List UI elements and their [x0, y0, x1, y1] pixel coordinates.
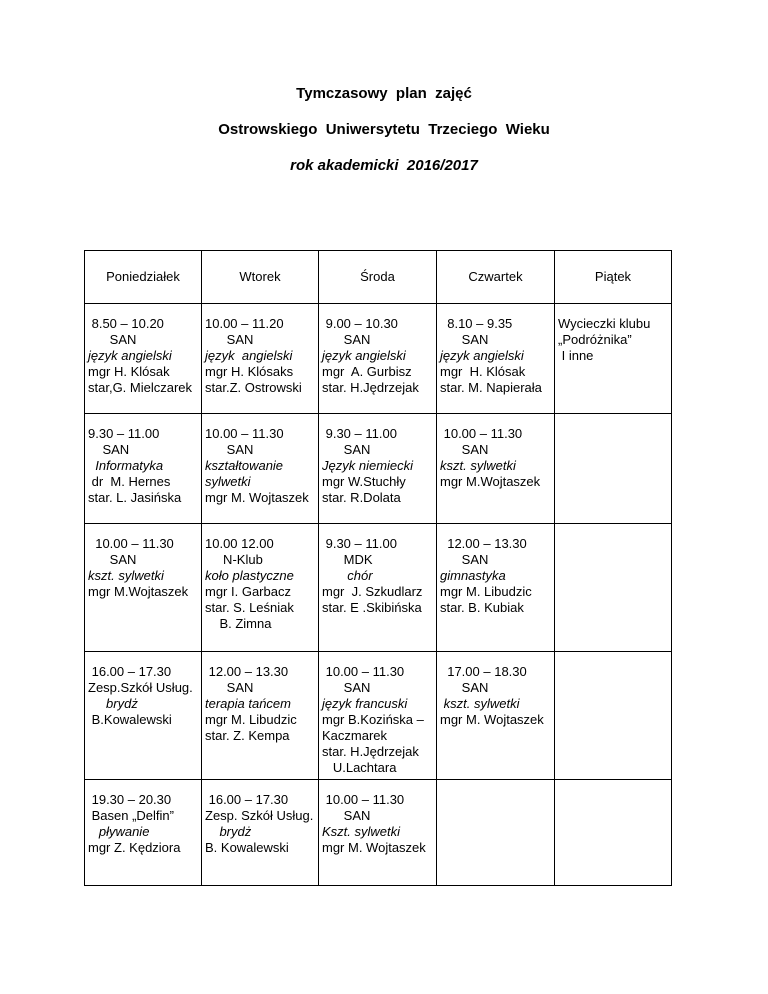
header-row: [85, 251, 672, 304]
class-entry-line: star. S. Leśniak: [205, 600, 294, 615]
class-entry-line: SAN: [88, 332, 137, 347]
class-entry-line: star. E .Skibińska: [322, 600, 422, 615]
class-entry-line: mgr M.Wojtaszek: [88, 584, 189, 599]
class-entry-line: SAN: [322, 808, 371, 823]
class-entry: [319, 524, 436, 616]
table-row: [85, 414, 672, 524]
class-entry: [437, 304, 554, 396]
class-entry: [555, 304, 671, 364]
schedule-cell-monday: [85, 304, 202, 414]
schedule-cell-tuesday: [202, 652, 319, 780]
class-entry-line: star. H.Jędrzejak: [322, 380, 419, 395]
class-entry-line: „Podróżnika”: [558, 332, 632, 347]
class-entry-line: mgr H. Klósak: [88, 364, 170, 379]
class-entry-line: 17.00 – 18.30: [440, 664, 527, 679]
schedule-cell-tuesday: [202, 780, 319, 886]
class-entry-line: 12.00 – 13.30: [440, 536, 527, 551]
schedule-cell-monday: [85, 524, 202, 652]
class-entry-line: Kaczmarek: [322, 728, 388, 743]
class-entry: [319, 652, 436, 776]
class-entry-line: star. Z. Kempa: [205, 728, 290, 743]
class-entry-line: 12.00 – 13.30: [205, 664, 289, 679]
schedule-cell-friday: [555, 304, 672, 414]
class-entry-line: Basen „Delfin”: [88, 808, 174, 823]
class-entry: [85, 304, 201, 396]
class-entry-line: 10.00 – 11.30: [440, 426, 523, 441]
class-entry-line: star. R.Dolata: [322, 490, 401, 505]
class-entry-line: SAN: [205, 442, 254, 457]
class-entry: [202, 524, 318, 632]
class-entry-line: MDK: [322, 552, 373, 567]
class-entry-line: mgr A. Gurbisz: [322, 364, 412, 379]
class-entry-line: star,G. Mielczarek: [88, 380, 193, 395]
class-entry: [202, 652, 318, 744]
class-entry-line: Informatyka: [88, 458, 164, 473]
class-entry-line: Język niemiecki: [322, 458, 414, 473]
class-entry-line: B. Zimna: [205, 616, 272, 631]
class-entry-line: mgr M. Wojtaszek: [322, 840, 426, 855]
schedule-cell-thursday: [437, 414, 555, 524]
class-entry-line: N-Klub: [205, 552, 263, 567]
class-entry-line: terapia tańcem: [205, 696, 291, 711]
class-entry-line: SAN: [88, 552, 137, 567]
schedule-cell-wednesday: [319, 304, 437, 414]
class-entry-line: SAN: [440, 552, 489, 567]
class-entry: [319, 414, 436, 506]
class-entry-line: mgr J. Szkudlarz: [322, 584, 423, 599]
class-entry-line: 10.00 – 11.30: [205, 426, 284, 441]
class-entry-line: język angielski: [440, 348, 524, 363]
class-entry-line: mgr B.Kozińska –: [322, 712, 424, 727]
class-entry-line: kszt. sylwetki: [88, 568, 164, 583]
class-entry: [555, 524, 671, 536]
class-entry-line: mgr M. Wojtaszek: [440, 712, 544, 727]
class-entry-line: Zesp. Szkół Usług.: [205, 808, 314, 823]
class-entry-line: język angielski: [322, 348, 406, 363]
class-entry: [437, 652, 554, 728]
class-entry-line: Wycieczki klubu: [558, 316, 651, 331]
class-entry-line: SAN: [205, 680, 254, 695]
class-entry-line: gimnastyka: [440, 568, 506, 583]
day-header-thursday: Czwartek: [437, 251, 555, 304]
class-entry-line: star. H.Jędrzejak: [322, 744, 419, 759]
class-entry-line: mgr M. Libudzic: [440, 584, 532, 599]
schedule-cell-friday: [555, 414, 672, 524]
class-entry-line: mgr Z. Kędziora: [88, 840, 181, 855]
class-entry-line: SAN: [322, 442, 371, 457]
class-entry: [319, 780, 436, 856]
class-entry-line: 16.00 – 17.30: [88, 664, 172, 679]
class-entry-line: mgr H. Klósak: [440, 364, 526, 379]
schedule-cell-tuesday: [202, 524, 319, 652]
class-entry: [555, 414, 671, 426]
schedule-cell-thursday: [437, 524, 555, 652]
class-entry-line: 16.00 – 17.30: [205, 792, 289, 807]
schedule-cell-thursday: [437, 780, 555, 886]
class-entry-line: mgr I. Garbacz: [205, 584, 291, 599]
class-entry-line: kszt. sylwetki: [440, 696, 520, 711]
schedule-cell-wednesday: [319, 652, 437, 780]
class-entry-line: brydż: [205, 824, 252, 839]
table-row: [85, 524, 672, 652]
class-entry-line: 9.30 – 11.00: [322, 536, 397, 551]
class-entry-line: SAN: [88, 442, 130, 457]
class-entry-line: 10.00 – 11.30: [322, 792, 405, 807]
class-entry: [85, 652, 201, 728]
class-entry-line: język angielski: [88, 348, 172, 363]
schedule-cell-thursday: [437, 652, 555, 780]
class-entry-line: Kszt. sylwetki: [322, 824, 401, 839]
class-entry-line: U.Lachtara: [322, 760, 397, 775]
schedule-table: [84, 250, 672, 886]
class-entry: [437, 780, 554, 792]
day-header-wednesday: Środa: [319, 251, 437, 304]
class-entry-line: kształtowanie: [205, 458, 284, 473]
class-entry-line: 9.30 – 11.00: [322, 426, 397, 441]
class-entry-line: I inne: [558, 348, 594, 363]
class-entry: [202, 304, 318, 396]
class-entry-line: SAN: [322, 332, 371, 347]
class-entry-line: mgr W.Stuchły: [322, 474, 406, 489]
day-header-friday: Piątek: [555, 251, 672, 304]
document-title: Tymczasowy plan zajęć: [296, 85, 472, 102]
schedule-cell-friday: [555, 652, 672, 780]
class-entry-line: mgr M.Wojtaszek: [440, 474, 541, 489]
class-entry-line: Zesp.Szkół Usług.: [88, 680, 193, 695]
class-entry-line: 8.50 – 10.20: [88, 316, 164, 331]
class-entry: [437, 414, 554, 490]
class-entry-line: brydż: [88, 696, 138, 711]
class-entry: [319, 304, 436, 396]
schedule-cell-friday: [555, 780, 672, 886]
class-entry-line: SAN: [440, 680, 489, 695]
table-row: [85, 780, 672, 886]
class-entry-line: 10.00 12.00: [205, 536, 274, 551]
class-entry-line: SAN: [322, 680, 371, 695]
class-entry-line: SAN: [440, 332, 489, 347]
class-entry-line: kszt. sylwetki: [440, 458, 516, 473]
class-entry: [85, 414, 201, 506]
class-entry: [85, 524, 201, 600]
class-entry-line: mgr M. Wojtaszek: [205, 490, 309, 505]
class-entry-line: sylwetki: [205, 474, 251, 489]
class-entry: [555, 652, 671, 664]
schedule-cell-tuesday: [202, 414, 319, 524]
university-name: Ostrowskiego Uniwersytetu Trzeciego Wieku: [218, 121, 550, 138]
table-row: [85, 304, 672, 414]
class-entry-line: 19.30 – 20.30: [88, 792, 172, 807]
class-entry: [202, 414, 318, 506]
schedule-cell-wednesday: [319, 524, 437, 652]
class-entry-line: 8.10 – 9.35: [440, 316, 513, 331]
class-entry: [202, 780, 318, 856]
schedule-cell-monday: [85, 780, 202, 886]
day-header-tuesday: Wtorek: [202, 251, 319, 304]
schedule-cell-tuesday: [202, 304, 319, 414]
class-entry: [555, 780, 671, 792]
class-entry-line: star. M. Napierała: [440, 380, 542, 395]
class-entry-line: 10.00 – 11.30: [322, 664, 405, 679]
schedule-cell-wednesday: [319, 780, 437, 886]
table-row: [85, 652, 672, 780]
class-entry-line: mgr H. Klósaks: [205, 364, 294, 379]
class-entry-line: język angielski: [205, 348, 293, 363]
class-entry-line: język francuski: [322, 696, 408, 711]
class-entry-line: 9.30 – 11.00: [88, 426, 160, 441]
class-entry-line: pływanie: [88, 824, 150, 839]
class-entry-line: koło plastyczne: [205, 568, 294, 583]
class-entry-line: star. L. Jasińska: [88, 490, 182, 505]
class-entry-line: 9.00 – 10.30: [322, 316, 398, 331]
class-entry-line: dr M. Hernes: [88, 474, 171, 489]
class-entry-line: chór: [322, 568, 373, 583]
class-entry-line: 10.00 – 11.30: [88, 536, 174, 551]
class-entry: [437, 524, 554, 616]
schedule-cell-thursday: [437, 304, 555, 414]
schedule-cell-wednesday: [319, 414, 437, 524]
class-entry-line: SAN: [205, 332, 254, 347]
class-entry-line: B. Kowalewski: [205, 840, 289, 855]
schedule-cell-monday: [85, 414, 202, 524]
class-entry: [85, 780, 201, 856]
class-entry-line: B.Kowalewski: [88, 712, 172, 727]
schedule-cell-friday: [555, 524, 672, 652]
class-entry-line: SAN: [440, 442, 489, 457]
schedule-cell-monday: [85, 652, 202, 780]
day-header-monday: Poniedziałek: [85, 251, 202, 304]
class-entry-line: 10.00 – 11.20: [205, 316, 284, 331]
academic-year: rok akademicki 2016/2017: [290, 157, 478, 174]
class-entry-line: mgr M. Libudzic: [205, 712, 297, 727]
class-entry-line: star. B. Kubiak: [440, 600, 524, 615]
class-entry-line: star.Z. Ostrowski: [205, 380, 302, 395]
